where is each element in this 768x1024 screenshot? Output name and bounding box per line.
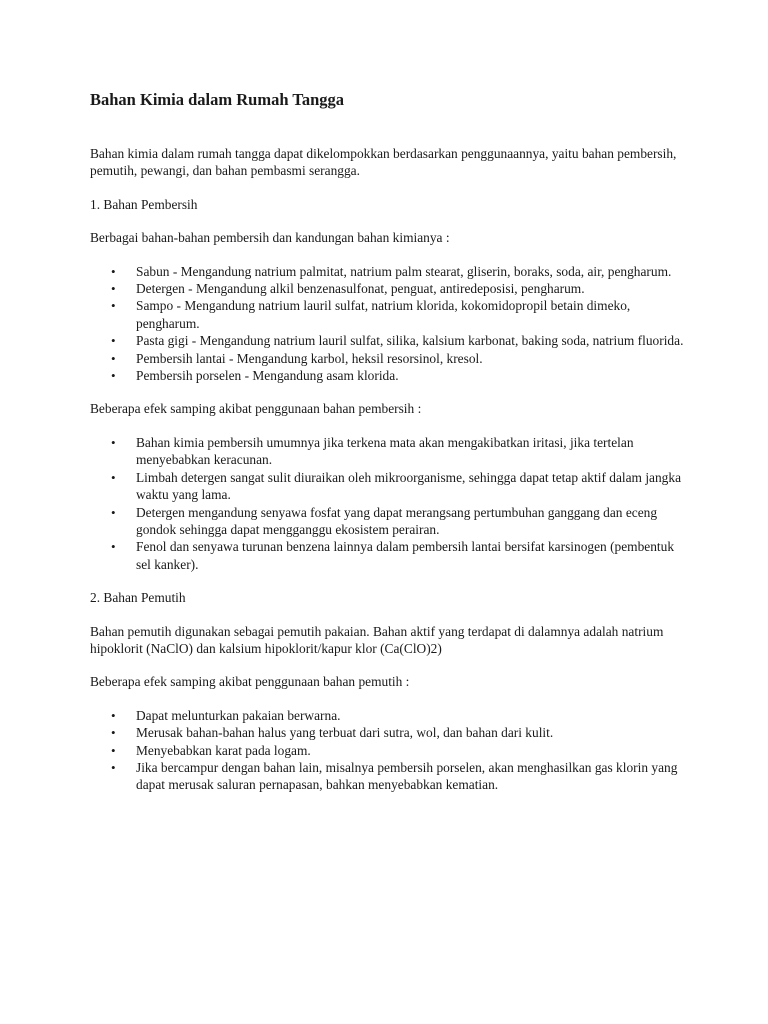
bleach-side-effects-list (90, 707, 690, 794)
list-item-text: Bahan kimia pembersih umumnya jika terkena mata akan mengakibatkan iritasi, jika tertelan menyebabkan keracunan. (136, 434, 634, 468)
side-effects-heading-pemutih: Beberapa efek samping akibat penggunaan bahan pemutih : (90, 674, 410, 690)
list-item (90, 350, 690, 367)
list-item-text: Merusak bahan-bahan halus yang terbuat dari sutra, wol, dan bahan dari kulit. (136, 725, 554, 741)
list-item (90, 280, 690, 297)
document-title: Bahan Kimia dalam Rumah Tangga (90, 90, 344, 109)
list-item (90, 332, 690, 349)
cleaner-ingredients-list (90, 263, 690, 385)
list-item-text: Dapat melunturkan pakaian berwarna. (136, 707, 341, 723)
bullet-icon: • (111, 350, 116, 366)
list-item (90, 263, 690, 280)
side-effects-heading-pembersih: Beberapa efek samping akibat penggunaan bahan pembersih : (90, 401, 422, 417)
list-item-text: Pembersih lantai - Mengandung karbol, heksil resorsinol, kresol. (136, 350, 483, 366)
list-item-text: Jika bercampur dengan bahan lain, misalnya pembersih porselen, akan menghasilkan gas klorin yang dapat merusak saluran pernapasan, bahkan menyebabkan kematian. (136, 759, 678, 793)
section-description: Bahan pemutih digunakan sebagai pemutih pakaian. Bahan aktif yang terdapat di dalamnya adalah natrium hipoklorit (NaClO) dan kalsium hipoklorit/kapur klor (Ca(ClO)2) (90, 623, 664, 656)
list-item-text: Detergen - Mengandung alkil benzenasulfonat, penguat, antiredeposisi, pengharum. (136, 281, 585, 297)
bullet-icon: • (111, 434, 116, 450)
list-item (90, 707, 690, 724)
bullet-icon: • (111, 368, 116, 384)
bullet-icon: • (111, 298, 116, 314)
bullet-icon: • (111, 707, 116, 723)
section-description: Berbagai bahan-bahan pembersih dan kandungan bahan kimianya : (90, 230, 450, 246)
document-body (90, 88, 690, 794)
list-item-text: Sabun - Mengandung natrium palmitat, natrium palm stearat, gliserin, boraks, soda, air, pengharum. (136, 263, 672, 279)
bullet-icon: • (111, 742, 116, 758)
bullet-icon: • (111, 504, 116, 520)
bullet-icon: • (111, 759, 116, 775)
section-heading-bahan-pembersih: 1. Bahan Pembersih (90, 196, 198, 212)
section-heading-bahan-pemutih: 2. Bahan Pemutih (90, 590, 186, 606)
list-item (90, 538, 690, 573)
cleaner-side-effects-list (90, 434, 690, 573)
bullet-icon: • (111, 469, 116, 485)
list-item (90, 367, 690, 384)
list-item-text: Sampo - Mengandung natrium lauril sulfat, natrium klorida, kokomidopropil betain dimeko, pengharum. (136, 298, 631, 331)
list-item-text: Pembersih porselen - Mengandung asam klorida. (136, 368, 399, 384)
list-item (90, 759, 690, 794)
bullet-icon: • (111, 281, 116, 297)
intro-paragraph: Bahan kimia dalam rumah tangga dapat dikelompokkan berdasarkan penggunaannya, yaitu bahan pembersih, pemutih, pewangi, dan bahan pembasmi serangga. (90, 146, 677, 179)
list-item (90, 504, 690, 539)
list-item-text: Detergen mengandung senyawa fosfat yang dapat merangsang pertumbuhan ganggang dan eceng gondok sehingga dapat mengganggu ekosistem perairan. (136, 504, 658, 537)
list-item-text: Pasta gigi - Mengandung natrium lauril sulfat, silika, kalsium karbonat, baking soda, natrium fluorida. (136, 333, 684, 349)
bullet-icon: • (111, 333, 116, 349)
bullet-icon: • (111, 539, 116, 555)
list-item (90, 742, 690, 759)
list-item-text: Fenol dan senyawa turunan benzena lainnya dalam pembersih lantai bersifat karsinogen (pembentuk sel kanker). (136, 539, 675, 572)
list-item (90, 469, 690, 504)
list-item-text: Limbah detergen sangat sulit diuraikan oleh mikroorganisme, sehingga dapat tetap aktif dalam jangka waktu yang lama. (136, 469, 682, 503)
bullet-icon: • (111, 263, 116, 279)
list-item (90, 297, 690, 332)
bullet-icon: • (111, 725, 116, 741)
list-item (90, 724, 690, 741)
list-item-text: Menyebabkan karat pada logam. (136, 742, 311, 758)
list-item (90, 434, 690, 469)
